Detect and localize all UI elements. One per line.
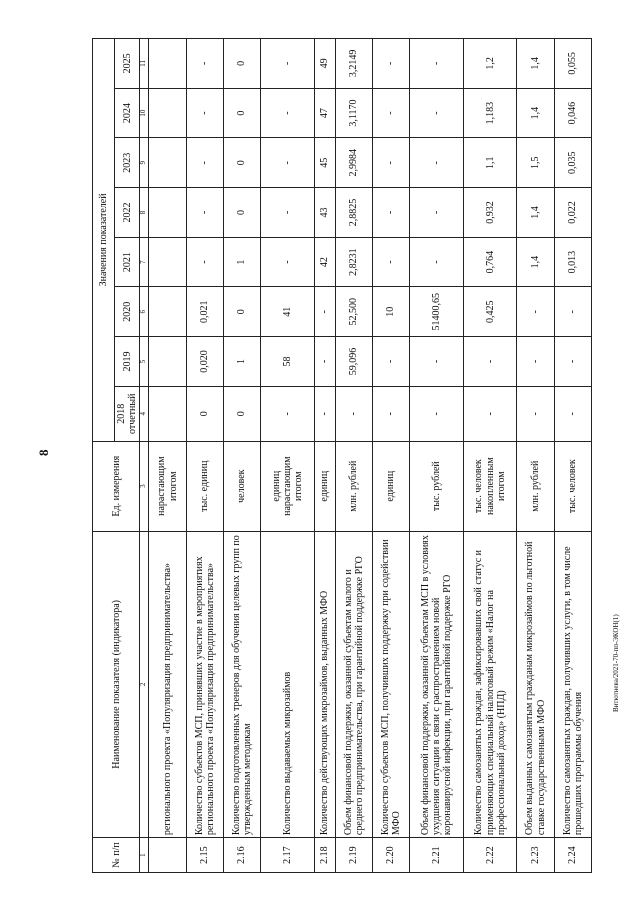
row-unit: нарастающим итогом [149,441,186,531]
row-value: - [372,138,409,188]
table-row [186,39,223,873]
row-value: 0,046 [554,88,591,138]
row-value: 0,055 [554,39,591,89]
row-value [149,237,186,287]
row-unit: единиц [372,441,409,531]
row-value: 0 [223,88,260,138]
row-value: 45 [314,138,335,188]
row-value: 58 [261,337,315,387]
column-number: 1 [140,838,149,873]
row-value: 0,013 [554,237,591,287]
table-row [517,39,554,873]
document-footer-code: Витютнева/2021-70-пп-ЭКОН(1) [612,614,620,712]
header-year: 2020 [115,287,140,337]
row-value: - [372,237,409,287]
row-value: 1,4 [517,237,554,287]
row-value: 0,020 [186,337,223,387]
row-value: 49 [314,39,335,89]
row-unit: тыс. человек [554,441,591,531]
row-value: - [261,39,315,89]
row-name: регионального проекта «Популяризация предпринимательства» [149,531,186,838]
row-value: - [410,39,464,89]
row-value: - [410,188,464,238]
row-name: Количество самозанятых граждан, получивших услуги, в том числе прошедших программы обучения [554,531,591,838]
table-row [554,39,591,873]
header-year: 2023 [115,138,140,188]
row-value: 51400,65 [410,287,464,337]
row-value: 1,2 [463,39,517,89]
row-value [149,138,186,188]
row-value: 10 [372,287,409,337]
row-value: - [186,39,223,89]
table-row [223,39,260,873]
row-value: 0,764 [463,237,517,287]
row-value: - [410,88,464,138]
column-number: 8 [140,188,149,238]
row-value: 0 [223,39,260,89]
row-value: 2,8825 [335,188,372,238]
row-value: 0,022 [554,188,591,238]
header-unit: Ед. измерения [93,441,140,531]
row-value: 0 [223,386,260,441]
column-number: 2 [140,531,149,838]
row-unit: тыс. единиц [186,441,223,531]
row-value: - [372,88,409,138]
row-no: 2.22 [463,838,517,873]
column-number-row [140,39,149,873]
row-value: - [554,287,591,337]
table-row [335,39,372,873]
row-value: 1,4 [517,188,554,238]
row-value: 1,1 [463,138,517,188]
row-unit: тыс. рублей [410,441,464,531]
row-value: - [261,188,315,238]
table-row [463,39,517,873]
header-row-1 [93,39,115,873]
row-value: - [314,337,335,387]
column-number: 4 [140,386,149,441]
header-year: 2018 отчетный [115,386,140,441]
row-value: - [372,188,409,238]
row-name: Количество субъектов МСП, принявших участие в мероприятиях регионального проекта «Популяризация предпринимательства» [186,531,223,838]
row-value: - [261,88,315,138]
header-year: 2022 [115,188,140,238]
column-number: 3 [140,441,149,531]
row-value: - [410,138,464,188]
row-value: 0,932 [463,188,517,238]
table-row [314,39,335,873]
row-no: 2.18 [314,838,335,873]
row-value: - [261,386,315,441]
row-value: - [517,287,554,337]
row-value: 41 [261,287,315,337]
table-row [372,39,409,873]
row-value: - [186,88,223,138]
row-name: Количество выдаваемых микрозаймов [261,531,315,838]
row-name: Объем выданных самозанятым гражданам микрозаймов по льготной ставке государственными МФО [517,531,554,838]
row-value: 2,9984 [335,138,372,188]
header-year: 2024 [115,88,140,138]
row-value: 0 [223,188,260,238]
header-no: № п/п [93,838,140,873]
row-value: 3,2149 [335,39,372,89]
row-unit: млн. рублей [335,441,372,531]
row-value: - [410,237,464,287]
row-value [149,39,186,89]
row-value: - [261,237,315,287]
row-value: 0,021 [186,287,223,337]
header-year: 2025 [115,39,140,89]
row-value: 1,183 [463,88,517,138]
row-name: Количество подготовленных тренеров для обучения целевых групп по утвержденным методикам [223,531,260,838]
row-value: 1,5 [517,138,554,188]
row-name: Количество субъектов МСП, получивших поддержку при содействии МФО [372,531,409,838]
row-value: - [517,386,554,441]
row-value: - [261,138,315,188]
row-name: Объем финансовой поддержки, оказанной субъектам МСП в условиях ухудшения ситуации в связи с распространением новой коронавирусной инфекции, при гарантийной поддержке РГО [410,531,464,838]
row-value: 0,425 [463,287,517,337]
row-value: 42 [314,237,335,287]
row-value: - [463,337,517,387]
row-no: 2.20 [372,838,409,873]
page-number: 8 [36,449,51,456]
header-name: Наименование показателя (индикатора) [93,531,140,838]
header-values-group: Значения показателей [93,39,115,442]
row-value [149,188,186,238]
row-value: 1 [223,337,260,387]
row-value: - [186,237,223,287]
row-value [149,337,186,387]
row-value: - [335,386,372,441]
row-no: 2.17 [261,838,315,873]
row-value: - [314,287,335,337]
row-value [149,88,186,138]
row-value: - [463,386,517,441]
row-value: - [314,386,335,441]
row-name: Количество действующих микрозаймов, выданных МФО [314,531,335,838]
row-unit: человек [223,441,260,531]
row-value: - [517,337,554,387]
row-value: 2,8231 [335,237,372,287]
row-value [149,386,186,441]
table-row [149,39,186,873]
row-no: 2.24 [554,838,591,873]
row-value: 3,1170 [335,88,372,138]
row-unit: единиц [314,441,335,531]
table-row [261,39,315,873]
row-value: 0 [223,287,260,337]
row-no: 2.23 [517,838,554,873]
row-value: - [186,188,223,238]
rotated-table-wrapper [92,38,592,873]
column-number: 11 [140,39,149,89]
header-year: 2021 [115,237,140,287]
row-value: - [410,386,464,441]
column-number: 9 [140,138,149,188]
column-number: 5 [140,337,149,387]
row-value: 0 [186,386,223,441]
row-no [149,838,186,873]
row-value: - [372,39,409,89]
row-value: 43 [314,188,335,238]
indicators-table [92,38,592,873]
row-value: - [410,337,464,387]
row-value: - [554,337,591,387]
row-name: Объем финансовой поддержки, оказанной субъектам малого и среднего предпринимательства, при гарантийной поддержке РГО [335,531,372,838]
row-no: 2.16 [223,838,260,873]
row-no: 2.19 [335,838,372,873]
row-value: - [554,386,591,441]
row-unit: единиц нарастающим итогом [261,441,315,531]
row-value: 1 [223,237,260,287]
column-number: 10 [140,88,149,138]
row-value: - [372,337,409,387]
row-unit: тыс. человек накопленным итогом [463,441,517,531]
row-value: 1,4 [517,88,554,138]
row-value [149,287,186,337]
row-no: 2.15 [186,838,223,873]
column-number: 6 [140,287,149,337]
row-value: 0,035 [554,138,591,188]
row-value: 52,500 [335,287,372,337]
row-name: Количество самозанятых граждан, зафиксировавших свой статус и применяющих специальный налоговый режим «Налог на профессиональный доход» (НПД) [463,531,517,838]
row-value: 59,096 [335,337,372,387]
row-value: 1,4 [517,39,554,89]
row-value: - [372,386,409,441]
row-unit: млн. рублей [517,441,554,531]
table-body [149,39,592,873]
row-no: 2.21 [410,838,464,873]
header-year: 2019 [115,337,140,387]
row-value: 47 [314,88,335,138]
table-row [410,39,464,873]
row-value: - [186,138,223,188]
column-number: 7 [140,237,149,287]
row-value: 0 [223,138,260,188]
